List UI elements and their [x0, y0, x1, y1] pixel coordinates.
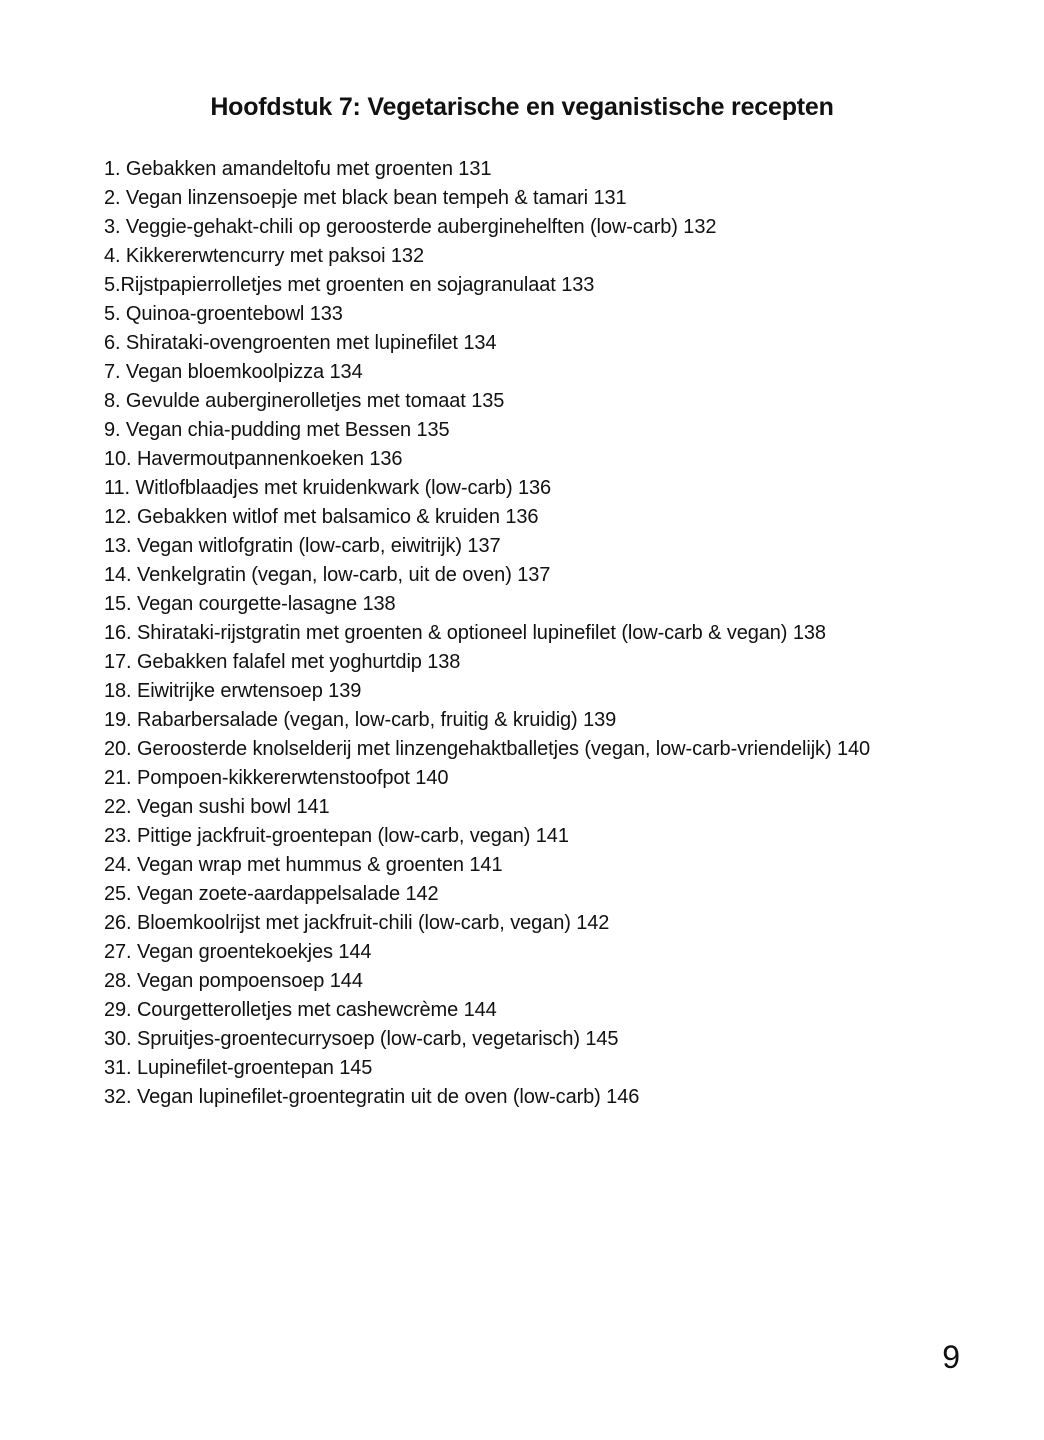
toc-item: 25. Vegan zoete-aardappelsalade 142: [104, 883, 439, 905]
toc-item: 30. Spruitjes-groentecurrysoep (low-carb, vegetarisch) 145: [104, 1028, 619, 1050]
toc-item: 16. Shirataki-rijstgratin met groenten & optioneel lupinefilet (low-carb & vegan) 138: [104, 622, 826, 644]
toc-item: 15. Vegan courgette-lasagne 138: [104, 593, 396, 615]
toc-item: 31. Lupinefilet-groentepan 145: [104, 1057, 373, 1079]
toc-item: 12. Gebakken witlof met balsamico & kruiden 136: [104, 506, 539, 528]
page-number: 9: [942, 1339, 960, 1375]
toc-item: 32. Vegan lupinefilet-groentegratin uit de oven (low-carb) 146: [104, 1086, 640, 1108]
toc-item: 27. Vegan groentekoekjes 144: [104, 941, 372, 963]
toc-item: 3. Veggie-gehakt-chili op geroosterde auberginehelften (low-carb) 132: [104, 216, 717, 238]
toc-item: 8. Gevulde auberginerolletjes met tomaat 135: [104, 390, 505, 412]
toc-item: 21. Pompoen-kikkererwtenstoofpot 140: [104, 767, 449, 789]
toc-item: 6. Shirataki-ovengroenten met lupinefilet 134: [104, 332, 497, 354]
toc-item: 14. Venkelgratin (vegan, low-carb, uit de oven) 137: [104, 564, 551, 586]
toc-item: 4. Kikkererwtencurry met paksoi 132: [104, 245, 424, 267]
toc-item: 22. Vegan sushi bowl 141: [104, 796, 330, 818]
toc-item: 9. Vegan chia-pudding met Bessen 135: [104, 419, 450, 441]
toc-item: 20. Geroosterde knolselderij met linzengehaktballetjes (vegan, low-carb-vriendelijk) 140: [104, 738, 871, 760]
toc-item: 5.Rijstpapierrolletjes met groenten en sojagranulaat 133: [104, 274, 595, 296]
table-of-contents: [104, 155, 1024, 1112]
toc-item: 29. Courgetterolletjes met cashewcrème 144: [104, 999, 497, 1021]
toc-item: 19. Rabarbersalade (vegan, low-carb, fruitig & kruidig) 139: [104, 709, 617, 731]
chapter-title: Hoofdstuk 7: Vegetarische en veganistische recepten: [210, 93, 834, 121]
toc-item: 28. Vegan pompoensoep 144: [104, 970, 363, 992]
toc-item: 17. Gebakken falafel met yoghurtdip 138: [104, 651, 461, 673]
toc-item: 18. Eiwitrijke erwtensoep 139: [104, 680, 362, 702]
toc-item: 7. Vegan bloemkoolpizza 134: [104, 361, 363, 383]
toc-item: 13. Vegan witlofgratin (low-carb, eiwitrijk) 137: [104, 535, 501, 557]
toc-item: 5. Quinoa-groentebowl 133: [104, 303, 343, 325]
toc-item: 1. Gebakken amandeltofu met groenten 131: [104, 158, 492, 180]
toc-item: 10. Havermoutpannenkoeken 136: [104, 448, 403, 470]
toc-item: 11. Witlofblaadjes met kruidenkwark (low-carb) 136: [104, 477, 552, 499]
toc-item: 24. Vegan wrap met hummus & groenten 141: [104, 854, 503, 876]
toc-item: 26. Bloemkoolrijst met jackfruit-chili (low-carb, vegan) 142: [104, 912, 610, 934]
toc-item: 23. Pittige jackfruit-groentepan (low-carb, vegan) 141: [104, 825, 569, 847]
toc-item: 2. Vegan linzensoepje met black bean tempeh & tamari 131: [104, 187, 627, 209]
